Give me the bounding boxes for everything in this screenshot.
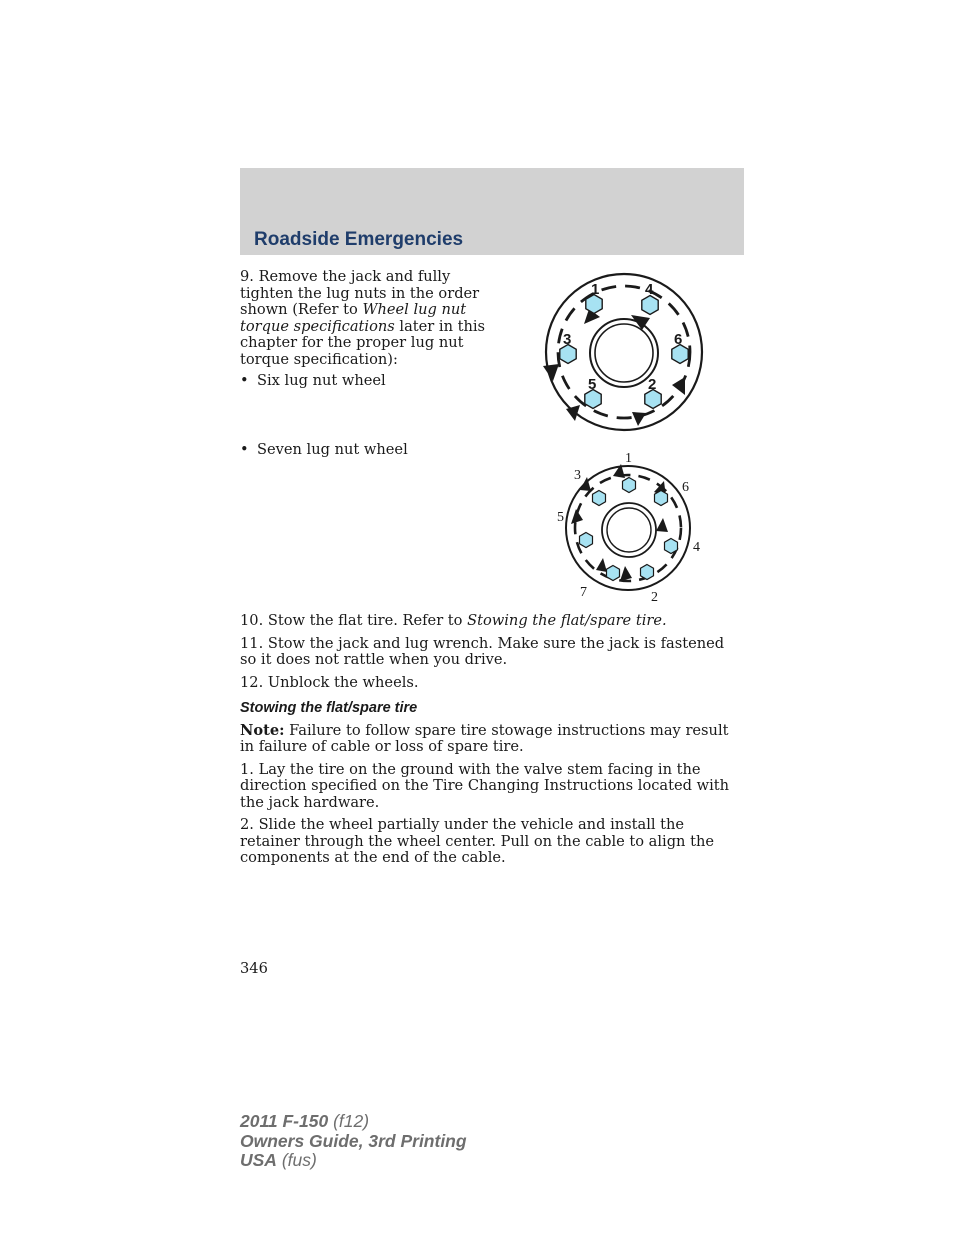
bullet-seven-lug [240, 442, 408, 459]
lug-label: 5 [557, 510, 564, 525]
lug-label: 5 [588, 376, 597, 393]
lug-label: 1 [591, 281, 600, 298]
footer-region-code: (fus) [276, 1150, 317, 1170]
instructions-block [240, 613, 744, 873]
note-paragraph [240, 723, 744, 756]
lug-label: 4 [645, 281, 654, 298]
stow-step-2: 2. Slide the wheel partially under the vehicle and install the retainer through the wheel center. Pull on the cable to align the components at the end of the cable. [240, 816, 714, 866]
bullet-dot: • [240, 441, 249, 458]
footer-model-code: (f12) [328, 1111, 370, 1131]
stow-step-1: 1. Lay the tire on the ground with the valve stem facing in the direction specified on the Tire Changing Instructions located with the jack hardware. [240, 760, 730, 811]
lug-label: 3 [574, 468, 581, 483]
footer-line-1 [240, 1112, 467, 1132]
footer-line-3 [240, 1151, 467, 1171]
lug-label: 2 [651, 590, 658, 605]
seven-lug-nut-diagram [552, 448, 702, 606]
note-text: Failure to follow spare tire stowage instructions may result in failure of cable or loss of spare tire. [240, 721, 729, 755]
step-9-reference: Wheel lug nut torque specifications [240, 301, 467, 335]
bullet-dot: • [240, 372, 249, 389]
lug-label: 6 [674, 331, 683, 348]
bullet-seven-label: Seven lug nut wheel [257, 441, 408, 458]
section-header-band [240, 168, 744, 255]
step-10-text: 10. Stow the flat tire. Refer to [240, 612, 468, 629]
six-lug-nut-diagram [538, 270, 708, 434]
lug-label: 6 [682, 480, 689, 495]
note-label: Note: [240, 721, 285, 739]
section-heading: Stowing the flat/spare tire [240, 700, 418, 716]
document-footer [240, 1112, 467, 1171]
footer-line-2: Owners Guide, 3rd Printing [240, 1130, 467, 1151]
page-number: 346 [240, 960, 268, 977]
tightening-path [558, 286, 690, 418]
lug-nut-icon [560, 295, 688, 409]
lug-label: 3 [563, 331, 572, 348]
bullet-six-lug [240, 373, 386, 390]
lug-label: 1 [625, 451, 632, 466]
lug-label: 2 [648, 376, 657, 393]
section-title: Roadside Emergencies [254, 229, 464, 250]
step-11: 11. Stow the jack and lug wrench. Make sure the jack is fastened so it does not rattle when you drive. [240, 634, 725, 668]
step-9-outro: later in this chapter for the proper lug nut torque specification): [240, 317, 486, 368]
footer-model: 2011 F-150 [240, 1111, 329, 1131]
arrow-icon [571, 464, 668, 581]
bullet-six-label: Six lug nut wheel [257, 372, 386, 389]
wheel-hub-outer [602, 503, 656, 557]
lug-label: 4 [693, 540, 700, 555]
lug-label: 7 [580, 585, 587, 600]
step-9-text [240, 269, 498, 368]
step-12: 12. Unblock the wheels. [240, 673, 419, 691]
wheel-hub-inner [595, 324, 653, 382]
step-9-intro: 9. Remove the jack and fully tighten the lug nuts in the order shown (Refer to [240, 268, 480, 318]
footer-region: USA [240, 1150, 277, 1170]
step-10-reference: Stowing the flat/spare tire. [467, 612, 667, 629]
wheel-hub-inner [607, 508, 651, 552]
step-10 [240, 613, 744, 630]
